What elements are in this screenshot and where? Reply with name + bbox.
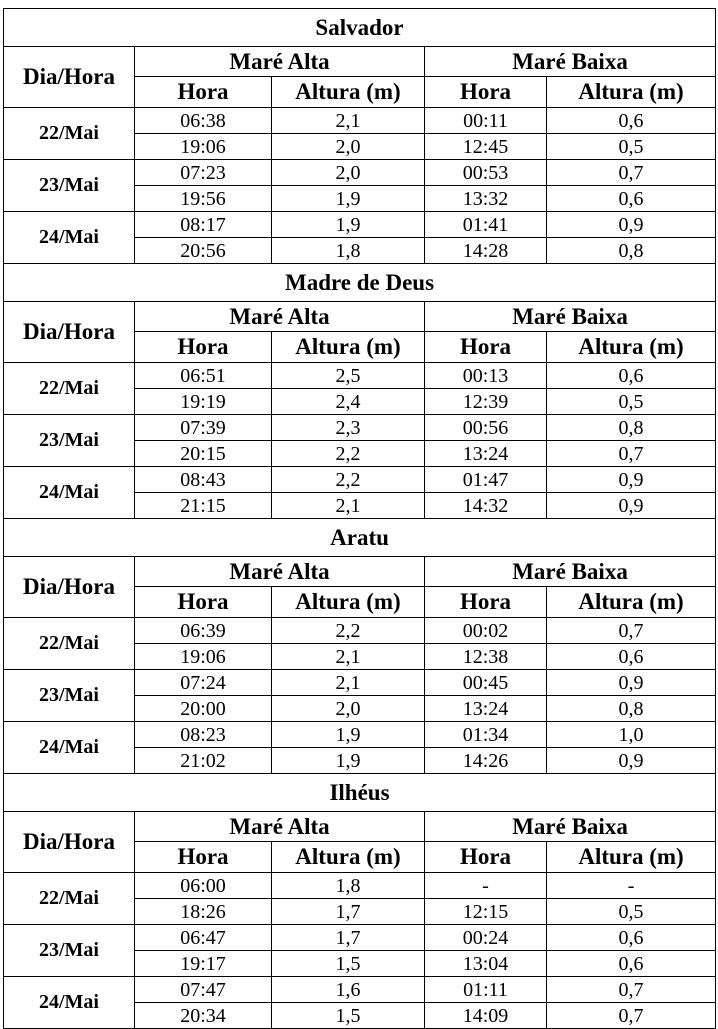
high-tide-time: 06:51 (135, 363, 272, 389)
hora-header: Hora (425, 77, 547, 108)
table-row (4, 925, 716, 951)
location-title-row (4, 774, 716, 812)
high-tide-height: 2,5 (272, 363, 425, 389)
low-tide-time: 01:11 (425, 977, 547, 1003)
high-tide-time: 21:15 (135, 493, 272, 519)
high-tide-time: 07:39 (135, 415, 272, 441)
low-tide-time: 12:39 (425, 389, 547, 415)
high-tide-time: 20:56 (135, 238, 272, 264)
low-tide-height: 0,7 (547, 977, 716, 1003)
mare-baixa-header: Maré Baixa (425, 302, 716, 332)
high-tide-height: 1,9 (272, 186, 425, 212)
mare-baixa-header: Maré Baixa (425, 47, 716, 77)
day-label: 24/Mai (4, 977, 135, 1029)
high-tide-height: 2,1 (272, 493, 425, 519)
group-header-row (4, 812, 716, 842)
table-row (4, 618, 716, 644)
high-tide-height: 1,5 (272, 951, 425, 977)
altura-header: Altura (m) (547, 587, 716, 618)
table-row (4, 212, 716, 238)
high-tide-height: 2,1 (272, 670, 425, 696)
hora-header: Hora (135, 587, 272, 618)
high-tide-time: 20:34 (135, 1003, 272, 1029)
low-tide-time: 00:11 (425, 108, 547, 134)
low-tide-height: 0,9 (547, 670, 716, 696)
dia-hora-header: Dia/Hora (4, 557, 135, 618)
altura-header: Altura (m) (272, 842, 425, 873)
low-tide-height: 0,9 (547, 748, 716, 774)
high-tide-time: 06:47 (135, 925, 272, 951)
low-tide-height: - (547, 873, 716, 899)
high-tide-time: 06:39 (135, 618, 272, 644)
table-row (4, 415, 716, 441)
high-tide-height: 2,2 (272, 441, 425, 467)
day-label: 23/Mai (4, 160, 135, 212)
mare-baixa-header: Maré Baixa (425, 557, 716, 587)
low-tide-time: 00:56 (425, 415, 547, 441)
table-row (4, 873, 716, 899)
low-tide-time: 00:13 (425, 363, 547, 389)
low-tide-time: 00:02 (425, 618, 547, 644)
low-tide-time: 13:04 (425, 951, 547, 977)
high-tide-height: 2,2 (272, 618, 425, 644)
high-tide-time: 19:17 (135, 951, 272, 977)
low-tide-height: 0,9 (547, 467, 716, 493)
low-tide-time: 01:47 (425, 467, 547, 493)
low-tide-time: 13:24 (425, 441, 547, 467)
high-tide-height: 2,0 (272, 160, 425, 186)
low-tide-time: 14:28 (425, 238, 547, 264)
altura-header: Altura (m) (272, 77, 425, 108)
high-tide-time: 08:43 (135, 467, 272, 493)
hora-header: Hora (425, 587, 547, 618)
day-label: 23/Mai (4, 670, 135, 722)
low-tide-time: 12:38 (425, 644, 547, 670)
day-label: 22/Mai (4, 873, 135, 925)
low-tide-time: 12:45 (425, 134, 547, 160)
table-row (4, 160, 716, 186)
high-tide-height: 2,0 (272, 134, 425, 160)
high-tide-time: 19:56 (135, 186, 272, 212)
altura-header: Altura (m) (547, 842, 716, 873)
day-label: 24/Mai (4, 722, 135, 774)
low-tide-height: 0,8 (547, 415, 716, 441)
high-tide-height: 1,7 (272, 925, 425, 951)
location-title: Ilhéus (4, 774, 716, 812)
low-tide-time: 01:41 (425, 212, 547, 238)
day-label: 23/Mai (4, 415, 135, 467)
high-tide-time: 08:23 (135, 722, 272, 748)
high-tide-time: 19:06 (135, 134, 272, 160)
table-row (4, 977, 716, 1003)
high-tide-height: 1,9 (272, 212, 425, 238)
location-title: Aratu (4, 519, 716, 557)
low-tide-time: 00:53 (425, 160, 547, 186)
table-row (4, 467, 716, 493)
low-tide-time: 14:09 (425, 1003, 547, 1029)
high-tide-height: 1,9 (272, 748, 425, 774)
location-title-row (4, 9, 716, 47)
mare-alta-header: Maré Alta (135, 47, 425, 77)
mare-alta-header: Maré Alta (135, 302, 425, 332)
hora-header: Hora (135, 332, 272, 363)
low-tide-time: 00:24 (425, 925, 547, 951)
low-tide-height: 0,7 (547, 160, 716, 186)
low-tide-height: 0,5 (547, 899, 716, 925)
hora-header: Hora (135, 842, 272, 873)
high-tide-time: 19:06 (135, 644, 272, 670)
high-tide-time: 20:15 (135, 441, 272, 467)
altura-header: Altura (m) (272, 332, 425, 363)
location-title-row (4, 519, 716, 557)
high-tide-height: 2,4 (272, 389, 425, 415)
low-tide-height: 0,6 (547, 363, 716, 389)
table-row (4, 108, 716, 134)
high-tide-time: 06:00 (135, 873, 272, 899)
low-tide-height: 0,6 (547, 108, 716, 134)
altura-header: Altura (m) (547, 77, 716, 108)
day-label: 22/Mai (4, 108, 135, 160)
low-tide-time: - (425, 873, 547, 899)
low-tide-time: 13:32 (425, 186, 547, 212)
location-title: Salvador (4, 9, 716, 47)
high-tide-time: 07:23 (135, 160, 272, 186)
low-tide-height: 0,6 (547, 925, 716, 951)
low-tide-height: 0,8 (547, 238, 716, 264)
table-row (4, 363, 716, 389)
day-label: 22/Mai (4, 363, 135, 415)
high-tide-height: 1,8 (272, 873, 425, 899)
day-label: 23/Mai (4, 925, 135, 977)
high-tide-time: 21:02 (135, 748, 272, 774)
dia-hora-header: Dia/Hora (4, 812, 135, 873)
mare-alta-header: Maré Alta (135, 557, 425, 587)
day-label: 24/Mai (4, 212, 135, 264)
high-tide-time: 08:17 (135, 212, 272, 238)
high-tide-height: 1,9 (272, 722, 425, 748)
hora-header: Hora (425, 842, 547, 873)
low-tide-time: 01:34 (425, 722, 547, 748)
low-tide-time: 14:32 (425, 493, 547, 519)
high-tide-height: 2,0 (272, 696, 425, 722)
tide-table (3, 8, 716, 1029)
low-tide-time: 13:24 (425, 696, 547, 722)
low-tide-height: 0,7 (547, 618, 716, 644)
hora-header: Hora (425, 332, 547, 363)
low-tide-height: 0,9 (547, 212, 716, 238)
location-title: Madre de Deus (4, 264, 716, 302)
mare-baixa-header: Maré Baixa (425, 812, 716, 842)
high-tide-height: 2,1 (272, 644, 425, 670)
low-tide-time: 12:15 (425, 899, 547, 925)
low-tide-height: 0,5 (547, 134, 716, 160)
high-tide-time: 07:47 (135, 977, 272, 1003)
table-row (4, 670, 716, 696)
low-tide-height: 0,5 (547, 389, 716, 415)
day-label: 24/Mai (4, 467, 135, 519)
table-row (4, 722, 716, 748)
high-tide-time: 19:19 (135, 389, 272, 415)
low-tide-height: 0,7 (547, 1003, 716, 1029)
high-tide-time: 07:24 (135, 670, 272, 696)
low-tide-height: 0,6 (547, 644, 716, 670)
low-tide-height: 0,9 (547, 493, 716, 519)
high-tide-height: 2,2 (272, 467, 425, 493)
low-tide-height: 0,6 (547, 186, 716, 212)
low-tide-time: 00:45 (425, 670, 547, 696)
altura-header: Altura (m) (547, 332, 716, 363)
high-tide-height: 1,5 (272, 1003, 425, 1029)
location-title-row (4, 264, 716, 302)
low-tide-height: 0,7 (547, 441, 716, 467)
mare-alta-header: Maré Alta (135, 812, 425, 842)
high-tide-time: 20:00 (135, 696, 272, 722)
group-header-row (4, 47, 716, 77)
dia-hora-header: Dia/Hora (4, 47, 135, 108)
low-tide-time: 14:26 (425, 748, 547, 774)
hora-header: Hora (135, 77, 272, 108)
high-tide-time: 06:38 (135, 108, 272, 134)
low-tide-height: 1,0 (547, 722, 716, 748)
high-tide-height: 2,1 (272, 108, 425, 134)
group-header-row (4, 302, 716, 332)
high-tide-height: 1,8 (272, 238, 425, 264)
high-tide-height: 1,7 (272, 899, 425, 925)
high-tide-time: 18:26 (135, 899, 272, 925)
day-label: 22/Mai (4, 618, 135, 670)
low-tide-height: 0,8 (547, 696, 716, 722)
low-tide-height: 0,6 (547, 951, 716, 977)
group-header-row (4, 557, 716, 587)
altura-header: Altura (m) (272, 587, 425, 618)
high-tide-height: 2,3 (272, 415, 425, 441)
dia-hora-header: Dia/Hora (4, 302, 135, 363)
high-tide-height: 1,6 (272, 977, 425, 1003)
